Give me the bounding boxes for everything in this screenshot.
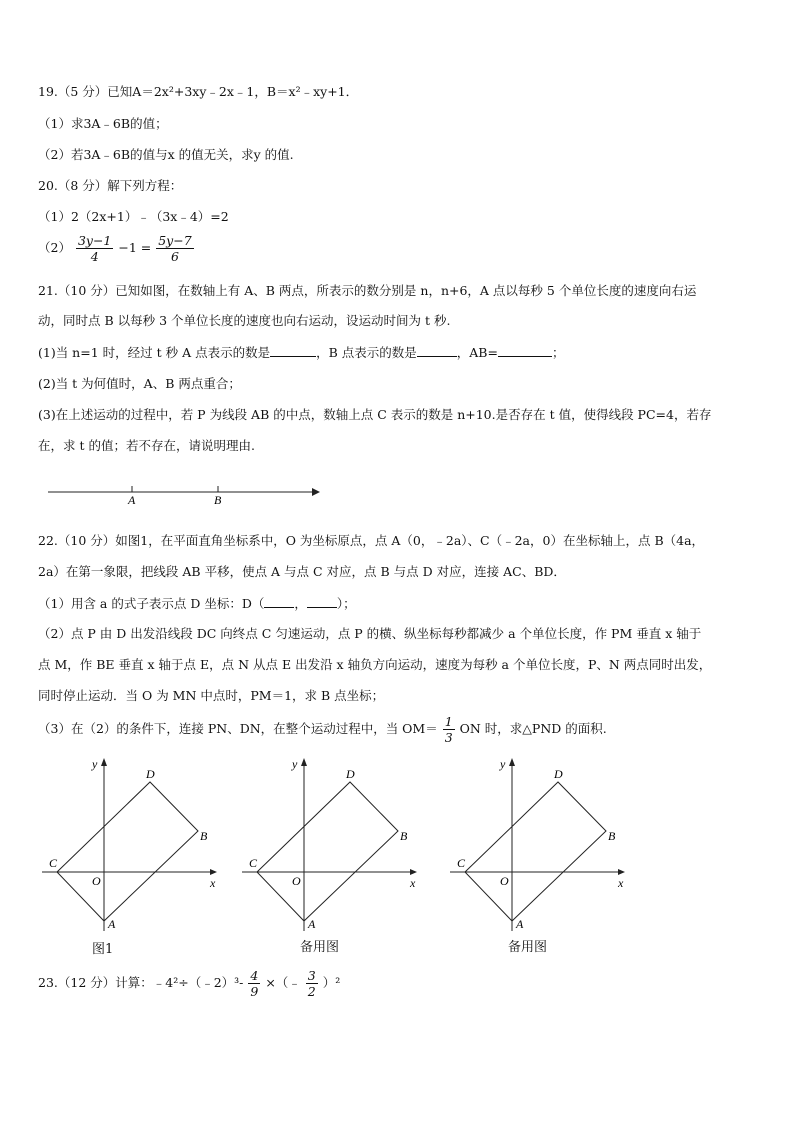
q21-heading-line1: 21.（10 分）已知如图，在数轴上有 A、B 两点，所表示的数分别是 n，n+6，A 点以每秒 5 个单位长度的速度向右运 — [38, 283, 697, 298]
y-axis-arrow — [301, 758, 307, 766]
coordinate-figure-1 — [40, 756, 240, 936]
q19-heading: 19.（5 分）已知A＝2x²+3xy﹣2x﹣1，B＝x²﹣xy+1． — [38, 84, 359, 99]
q22-part2-line3: 同时停止运动．当 O 为 MN 中点时，PM＝1，求 B 点坐标； — [38, 688, 385, 703]
q23-fraction-1-num: 4 — [250, 968, 259, 983]
answer-blank[interactable] — [270, 343, 316, 357]
q23-fraction-1-den: 9 — [250, 984, 259, 999]
q21-part1-text-c: ，AB= — [456, 345, 498, 360]
point-b-label: B — [400, 829, 408, 843]
number-line-figure — [40, 478, 330, 510]
q20-fraction-right — [156, 233, 193, 264]
point-b-label: B — [214, 493, 222, 507]
q20-fraction-left — [76, 233, 113, 264]
q22-heading-line1: 22.（10 分）如图1，在平面直角坐标系中，O 为坐标原点，点 A（0，﹣2a）、C（﹣2a，0）在坐标轴上，点 B（4a， — [38, 533, 705, 548]
point-a-label: A — [128, 493, 136, 507]
y-axis-label: y — [92, 757, 98, 771]
point-c-label: C — [49, 856, 58, 870]
q22-part3-text-a: （3）在（2）的条件下，连接 PN、DN，在整个运动过程中，当 OM＝ — [38, 721, 438, 736]
q20-part2-prefix: （2） — [38, 240, 71, 255]
parallelogram — [257, 782, 398, 921]
q20-fraction-right-num: 5y−7 — [158, 233, 192, 248]
q21-part3-line2: 在，求 t 的值；若不存在，请说明理由. — [38, 438, 255, 453]
origin-label: O — [500, 874, 509, 888]
q19-part2: （2）若3A﹣6B的值与x 的值无关，求y 的值. — [38, 147, 294, 162]
q22-part1 — [38, 594, 356, 613]
q23-fraction-2 — [306, 968, 318, 999]
origin-label: O — [292, 874, 301, 888]
q23-text-tail: ）² — [322, 975, 341, 990]
parallelogram — [465, 782, 606, 921]
figure-3-caption: 备用图 — [508, 940, 548, 955]
q23-expression — [38, 968, 340, 999]
q23-fraction-1 — [248, 968, 260, 999]
y-axis-label: y — [500, 757, 506, 771]
q21-part2: (2)当 t 为何值时，A、B 两点重合； — [38, 376, 241, 391]
figure-2-caption: 备用图 — [300, 940, 340, 955]
q21-part1-text-a: (1)当 n=1 时，经过 t 秒 A 点表示的数是 — [38, 345, 271, 360]
point-d-label: D — [146, 767, 155, 781]
q23-text-mid: ×（﹣ — [265, 975, 301, 990]
q21-part3-line1: (3)在上述运动的过程中，若 P 为线段 AB 的中点，数轴上点 C 表示的数是 n+10.是否存在 t 值，使得线段 PC=4，若存 — [38, 407, 712, 422]
q23-text-head: 23.（12 分）计算：﹣4²÷（﹣2）³- — [38, 975, 244, 990]
q22-part3-text-b: ON 时，求△PND 的面积. — [459, 721, 607, 736]
point-c-label: C — [249, 856, 258, 870]
q20-part2-mid: −1 = — [118, 240, 152, 255]
figure-1-caption: 图1 — [92, 942, 114, 957]
y-axis-arrow — [509, 758, 515, 766]
answer-blank[interactable] — [307, 594, 337, 608]
q23-fraction-2-num: 3 — [307, 968, 316, 983]
y-axis-label: y — [292, 757, 298, 771]
point-b-label: B — [200, 829, 208, 843]
q20-heading: 20.（8 分）解下列方程： — [38, 178, 183, 193]
q22-part3 — [38, 714, 607, 745]
coordinate-figure-2 — [240, 756, 440, 936]
q20-fraction-left-den: 4 — [90, 249, 99, 264]
origin-label: O — [92, 874, 101, 888]
number-line-arrow — [312, 488, 320, 496]
q22-part1-text-b: ， — [294, 596, 307, 611]
q21-part1-text-b: ，B 点表示的数是 — [316, 345, 417, 360]
point-a-label: A — [108, 917, 116, 931]
point-b-label: B — [608, 829, 616, 843]
q20-part2 — [38, 233, 195, 264]
x-axis-label: x — [410, 876, 416, 890]
q22-part2-line2: 点 M，作 BE 垂直 x 轴于点 E，点 N 从点 E 出发沿 x 轴负方向运动，速度为每秒 a 个单位长度，P、N 两点同时出发， — [38, 657, 712, 672]
answer-blank[interactable] — [498, 343, 552, 357]
parallelogram — [57, 782, 198, 921]
q23-fraction-2-den: 2 — [307, 984, 316, 999]
q22-part1-text-c: ）； — [336, 596, 356, 611]
x-axis-arrow — [210, 869, 217, 875]
q21-part1-text-d: ； — [551, 345, 565, 360]
q21-part1 — [38, 343, 564, 362]
q22-part3-fraction-den: 3 — [444, 730, 453, 745]
q21-heading-line2: 动，同时点 B 以每秒 3 个单位长度的速度也向右运动，设运动时间为 t 秒. — [38, 313, 451, 328]
point-d-label: D — [346, 767, 355, 781]
q22-heading-line2: 2a）在第一象限，把线段 AB 平移，使点 A 与点 C 对应，点 B 与点 D 对应，连接 AC、BD． — [38, 564, 566, 579]
y-axis-arrow — [101, 758, 107, 766]
q20-fraction-right-den: 6 — [170, 249, 179, 264]
point-d-label: D — [554, 767, 563, 781]
q22-part3-fraction-num: 1 — [444, 714, 453, 729]
q19-part1: （1）求3A﹣6B的值； — [38, 116, 168, 131]
q20-fraction-left-num: 3y−1 — [77, 233, 112, 248]
answer-blank[interactable] — [417, 343, 457, 357]
q22-part1-text-a: （1）用含 a 的式子表示点 D 坐标：D（ — [38, 596, 265, 611]
point-a-label: A — [308, 917, 316, 931]
x-axis-label: x — [618, 876, 624, 890]
q22-part2-line1: （2）点 P 由 D 出发沿线段 DC 向终点 C 匀速运动，点 P 的横、纵坐标每秒都减少 a 个单位长度，作 PM 垂直 x 轴于 — [38, 626, 702, 641]
point-c-label: C — [457, 856, 466, 870]
x-axis-arrow — [410, 869, 417, 875]
coordinate-figure-3 — [448, 756, 648, 936]
answer-blank[interactable] — [264, 594, 294, 608]
point-a-label: A — [516, 917, 524, 931]
x-axis-arrow — [618, 869, 625, 875]
q20-part1: （1）2（2x+1）﹣（3x﹣4）=2 — [38, 209, 229, 224]
q22-part3-fraction — [443, 714, 455, 745]
x-axis-label: x — [210, 876, 216, 890]
